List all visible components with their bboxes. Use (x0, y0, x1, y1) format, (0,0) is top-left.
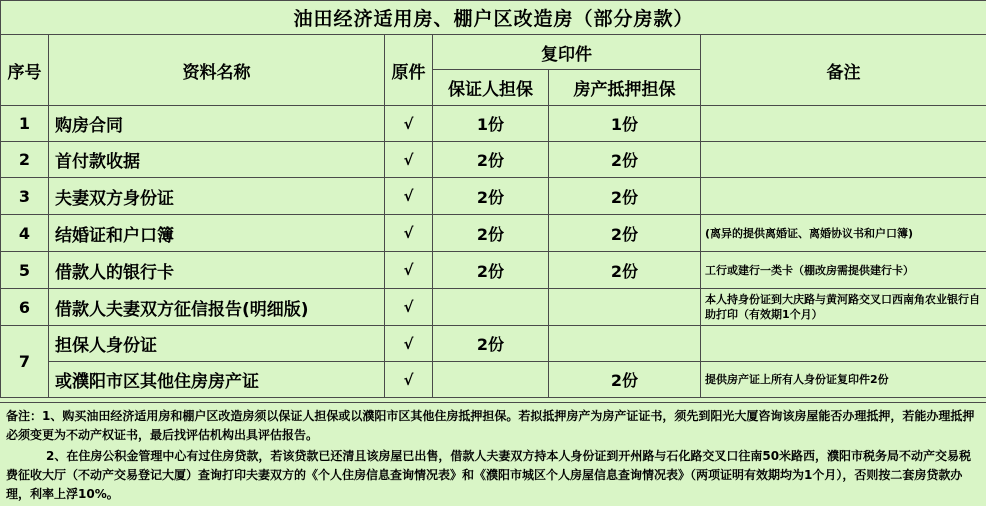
row-mortgage: 2份 (549, 215, 701, 252)
table-row (1, 326, 986, 362)
header-guarantor: 保证人担保 (433, 70, 549, 106)
row-name: 或濮阳市区其他住房房产证 (49, 362, 385, 398)
row-original: √ (385, 252, 433, 289)
row-guarantor: 2份 (433, 252, 549, 289)
notes-section (0, 402, 986, 506)
row-original: √ (385, 362, 433, 398)
row-mortgage: 2份 (549, 252, 701, 289)
table-row (1, 142, 986, 178)
row-remark: 工行或建行一类卡（棚改房需提供建行卡） (701, 252, 986, 289)
row-mortgage: 1份 (549, 106, 701, 142)
table-row (1, 106, 986, 142)
row-seq: 6 (1, 289, 49, 326)
row-guarantor: 2份 (433, 215, 549, 252)
header-original: 原件 (385, 35, 433, 106)
note-1: 备注：1、购买油田经济适用房和棚户区改造房须以保证人担保或以濮阳市区其他住房抵押担保。若拟抵押房产为房产证证书，须先到阳光大厦咨询该房屋能否办理抵押，若能办理抵押必须变更为不动产权证书，最后找评估机构出具评估报告。 (6, 409, 975, 442)
row-mortgage (549, 326, 701, 362)
row-original: √ (385, 178, 433, 215)
row-original: √ (385, 142, 433, 178)
row-seq: 2 (1, 142, 49, 178)
row-remark: 提供房产证上所有人身份证复印件2份 (701, 362, 986, 398)
row-name: 借款人夫妻双方征信报告(明细版) (49, 289, 385, 326)
header-name: 资料名称 (49, 35, 385, 106)
row-mortgage: 2份 (549, 178, 701, 215)
row-name: 首付款收据 (49, 142, 385, 178)
row-remark: (离异的提供离婚证、离婚协议书和户口簿) (701, 215, 986, 252)
row-seq: 3 (1, 178, 49, 215)
table-row (1, 289, 986, 326)
row-name: 担保人身份证 (49, 326, 385, 362)
row-mortgage (549, 289, 701, 326)
row-remark: 本人持身份证到大庆路与黄河路交叉口西南角农业银行自助打印（有效期1个月） (701, 289, 986, 326)
table-row (1, 252, 986, 289)
row-remark (701, 142, 986, 178)
row-name: 结婚证和户口簿 (49, 215, 385, 252)
row-guarantor: 2份 (433, 178, 549, 215)
header-mortgage: 房产抵押担保 (549, 70, 701, 106)
row-seq: 7 (1, 326, 49, 398)
table-row (1, 362, 986, 398)
row-seq: 1 (1, 106, 49, 142)
row-mortgage: 2份 (549, 142, 701, 178)
row-guarantor: 2份 (433, 142, 549, 178)
row-name: 借款人的银行卡 (49, 252, 385, 289)
table-row (1, 215, 986, 252)
row-guarantor: 1份 (433, 106, 549, 142)
page-title: 油田经济适用房、棚户区改造房（部分房款） (1, 1, 986, 35)
row-guarantor (433, 362, 549, 398)
row-guarantor: 2份 (433, 326, 549, 362)
header-copy: 复印件 (433, 35, 701, 70)
row-original: √ (385, 215, 433, 252)
row-remark (701, 106, 986, 142)
row-original: √ (385, 289, 433, 326)
row-seq: 4 (1, 215, 49, 252)
note-2: 2、在住房公积金管理中心有过住房贷款，若该贷款已还清且该房屋已出售，借款人夫妻双方持本人身份证到开州路与石化路交叉口往南50米路西，濮阳市税务局不动产交易税费征收大厅（不动产交易登记大厦）查询打印夫妻双方的《个人住房信息查询情况表》和《濮阳市城区个人房屋信息查询情况表》（两项证明有效期均为1个月），否则按二套房贷款办理，利率上浮10%。 (6, 449, 972, 501)
row-seq: 5 (1, 252, 49, 289)
row-name: 购房合同 (49, 106, 385, 142)
table-row (1, 178, 986, 215)
row-remark (701, 178, 986, 215)
row-remark (701, 326, 986, 362)
row-original: √ (385, 326, 433, 362)
row-mortgage: 2份 (549, 362, 701, 398)
header-remark: 备注 (701, 35, 986, 106)
row-guarantor (433, 289, 549, 326)
row-original: √ (385, 106, 433, 142)
row-name: 夫妻双方身份证 (49, 178, 385, 215)
header-seq: 序号 (1, 35, 49, 106)
